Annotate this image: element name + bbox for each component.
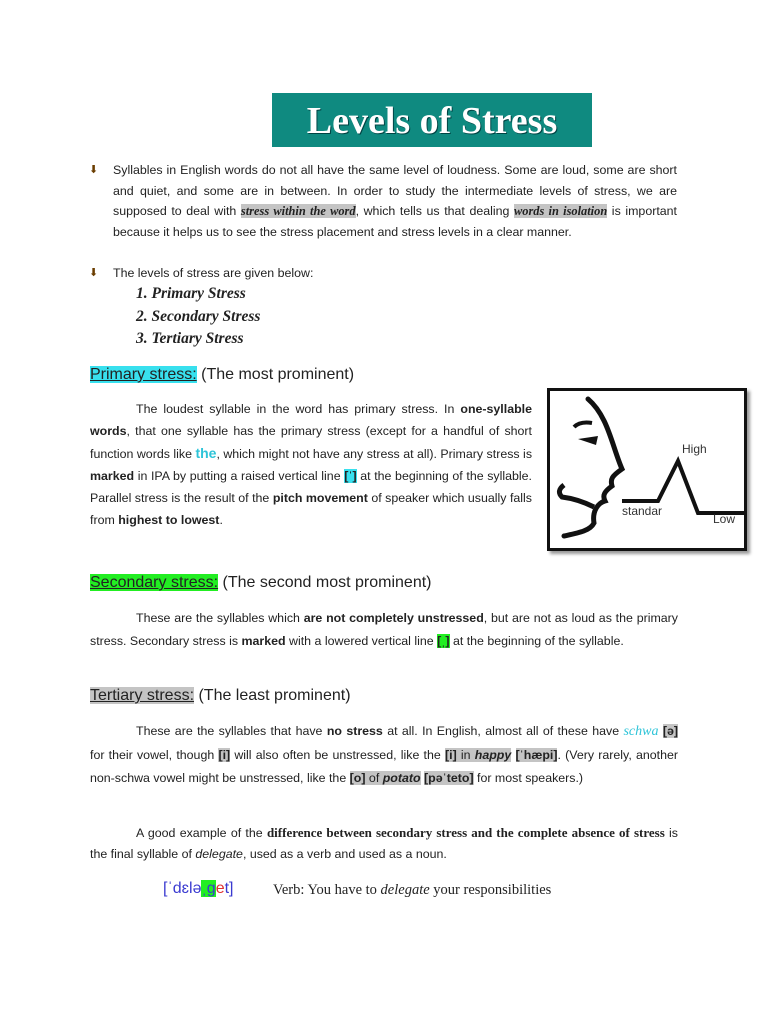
text: no stress bbox=[326, 724, 383, 738]
text: The loudest syllable in the word has primary stress. In bbox=[136, 402, 461, 416]
text: with a lowered vertical line bbox=[285, 633, 438, 648]
text: delegate bbox=[380, 882, 430, 898]
intro-paragraph bbox=[89, 160, 678, 242]
text: for their vowel, though bbox=[90, 747, 219, 762]
text: of speaker which usually falls from bbox=[90, 491, 533, 527]
primary-heading bbox=[90, 364, 354, 386]
heading-sub: (The second most prominent) bbox=[218, 574, 432, 591]
heading-label: Secondary stress: bbox=[90, 574, 219, 591]
verb-example-sentence bbox=[273, 882, 551, 899]
levels-list bbox=[136, 283, 260, 351]
text: [pəˈteto] bbox=[424, 771, 474, 785]
text: in IPA by putting a raised vertical line bbox=[134, 469, 345, 483]
pitch-face-figure bbox=[547, 388, 747, 551]
text: schwa bbox=[623, 724, 659, 739]
heading-label: Primary stress: bbox=[90, 366, 197, 383]
arrow-bullet-icon: ⬇ bbox=[89, 164, 99, 176]
text: at the beginning of the syllable. bbox=[449, 633, 624, 648]
text: marked bbox=[241, 633, 286, 648]
tertiary-heading bbox=[90, 685, 351, 707]
text: of bbox=[365, 771, 383, 785]
secondary-paragraph bbox=[90, 607, 678, 652]
text: Syllables in English words do not all have the same level of loudness. Some are loud, some are short and quiet, and some are in between. In order to study the intermediate levels of stress, we are supposed to deal with bbox=[113, 163, 677, 218]
text: [ˈhæpi] bbox=[515, 747, 558, 762]
text: one-syllable words bbox=[90, 402, 532, 438]
tertiary-paragraph bbox=[90, 720, 678, 791]
text: These are the syllables that have bbox=[136, 724, 327, 738]
text: [ə] bbox=[662, 724, 678, 738]
list-item: 2. Secondary Stress bbox=[136, 307, 261, 325]
primary-paragraph bbox=[90, 398, 532, 531]
text: will also often be unstressed, like the bbox=[230, 747, 445, 762]
text: , but are not as loud as the primary stress. Secondary stress is bbox=[90, 611, 678, 648]
label-low: Low bbox=[713, 512, 736, 526]
label-standard: standar bbox=[622, 504, 663, 518]
highlight-stress-within-word: stress within the word bbox=[240, 204, 356, 218]
text: happy bbox=[474, 747, 512, 762]
text: is important because it helps us to see the stress placement and stress levels in a clear manner. bbox=[113, 204, 678, 239]
arrow-bullet-icon: ⬇ bbox=[89, 267, 99, 279]
text: , which tells us that dealing bbox=[355, 204, 515, 218]
text: difference between secondary stress and the complete absence of stress bbox=[266, 825, 665, 840]
list-item: 1. Primary Stress bbox=[136, 285, 246, 302]
heading-sub: (The most prominent) bbox=[196, 366, 355, 383]
heading-sub: (The least prominent) bbox=[194, 687, 351, 704]
text: t] bbox=[224, 880, 234, 897]
text: These are the syllables which bbox=[136, 611, 304, 625]
text: ˌg bbox=[201, 880, 216, 897]
text: Verb: You have to bbox=[273, 882, 381, 898]
text: are not completely unstressed bbox=[303, 611, 484, 625]
text: the bbox=[195, 445, 217, 461]
text: The levels of stress are given below: bbox=[113, 266, 314, 280]
label-high: High bbox=[682, 442, 707, 456]
intro-list-lead bbox=[89, 263, 677, 284]
ipa-delegate-verb bbox=[163, 880, 234, 898]
secondary-stress-mark: [ˌ] bbox=[437, 633, 450, 648]
text: , that one syllable has the primary stress (except for a handful of short function words like bbox=[90, 424, 532, 461]
example-paragraph bbox=[90, 822, 678, 865]
face-pitch-icon bbox=[550, 391, 744, 548]
text: e bbox=[215, 880, 225, 897]
secondary-heading bbox=[90, 572, 431, 594]
text: in bbox=[456, 747, 475, 762]
list-item: 3. Tertiary Stress bbox=[136, 330, 244, 347]
text: . (Very rarely, another non-schwa vowel might be unstressed, like the bbox=[90, 747, 679, 785]
text: at all. In English, almost all of these have bbox=[382, 724, 624, 738]
text: , which might not have any stress at all). Primary stress is bbox=[216, 447, 533, 461]
text: at the beginning of the syllable. Parallel stress is the result of the bbox=[90, 469, 532, 505]
text: A good example of the bbox=[136, 826, 267, 840]
text: for most speakers.) bbox=[473, 771, 584, 785]
page-title: Levels of Stress bbox=[272, 93, 592, 147]
text: delegate bbox=[195, 847, 243, 861]
text: potato bbox=[382, 771, 421, 785]
text: . bbox=[219, 513, 223, 527]
highlight-words-in-isolation: words in isolation bbox=[514, 204, 608, 218]
text: , used as a verb and used as a noun. bbox=[242, 847, 447, 861]
text: highest to lowest bbox=[118, 513, 220, 527]
text: [o] bbox=[349, 771, 366, 785]
text: pitch movement bbox=[272, 491, 368, 505]
text: [i] bbox=[445, 747, 457, 762]
text: is the final syllable of bbox=[90, 826, 678, 861]
text: your responsibilities bbox=[429, 882, 552, 898]
text: [i] bbox=[218, 747, 231, 762]
text: marked bbox=[90, 469, 135, 483]
heading-label: Tertiary stress: bbox=[90, 687, 195, 704]
text: [ˈdɛlə bbox=[163, 880, 202, 897]
primary-stress-mark: [ˈ] bbox=[344, 469, 357, 483]
